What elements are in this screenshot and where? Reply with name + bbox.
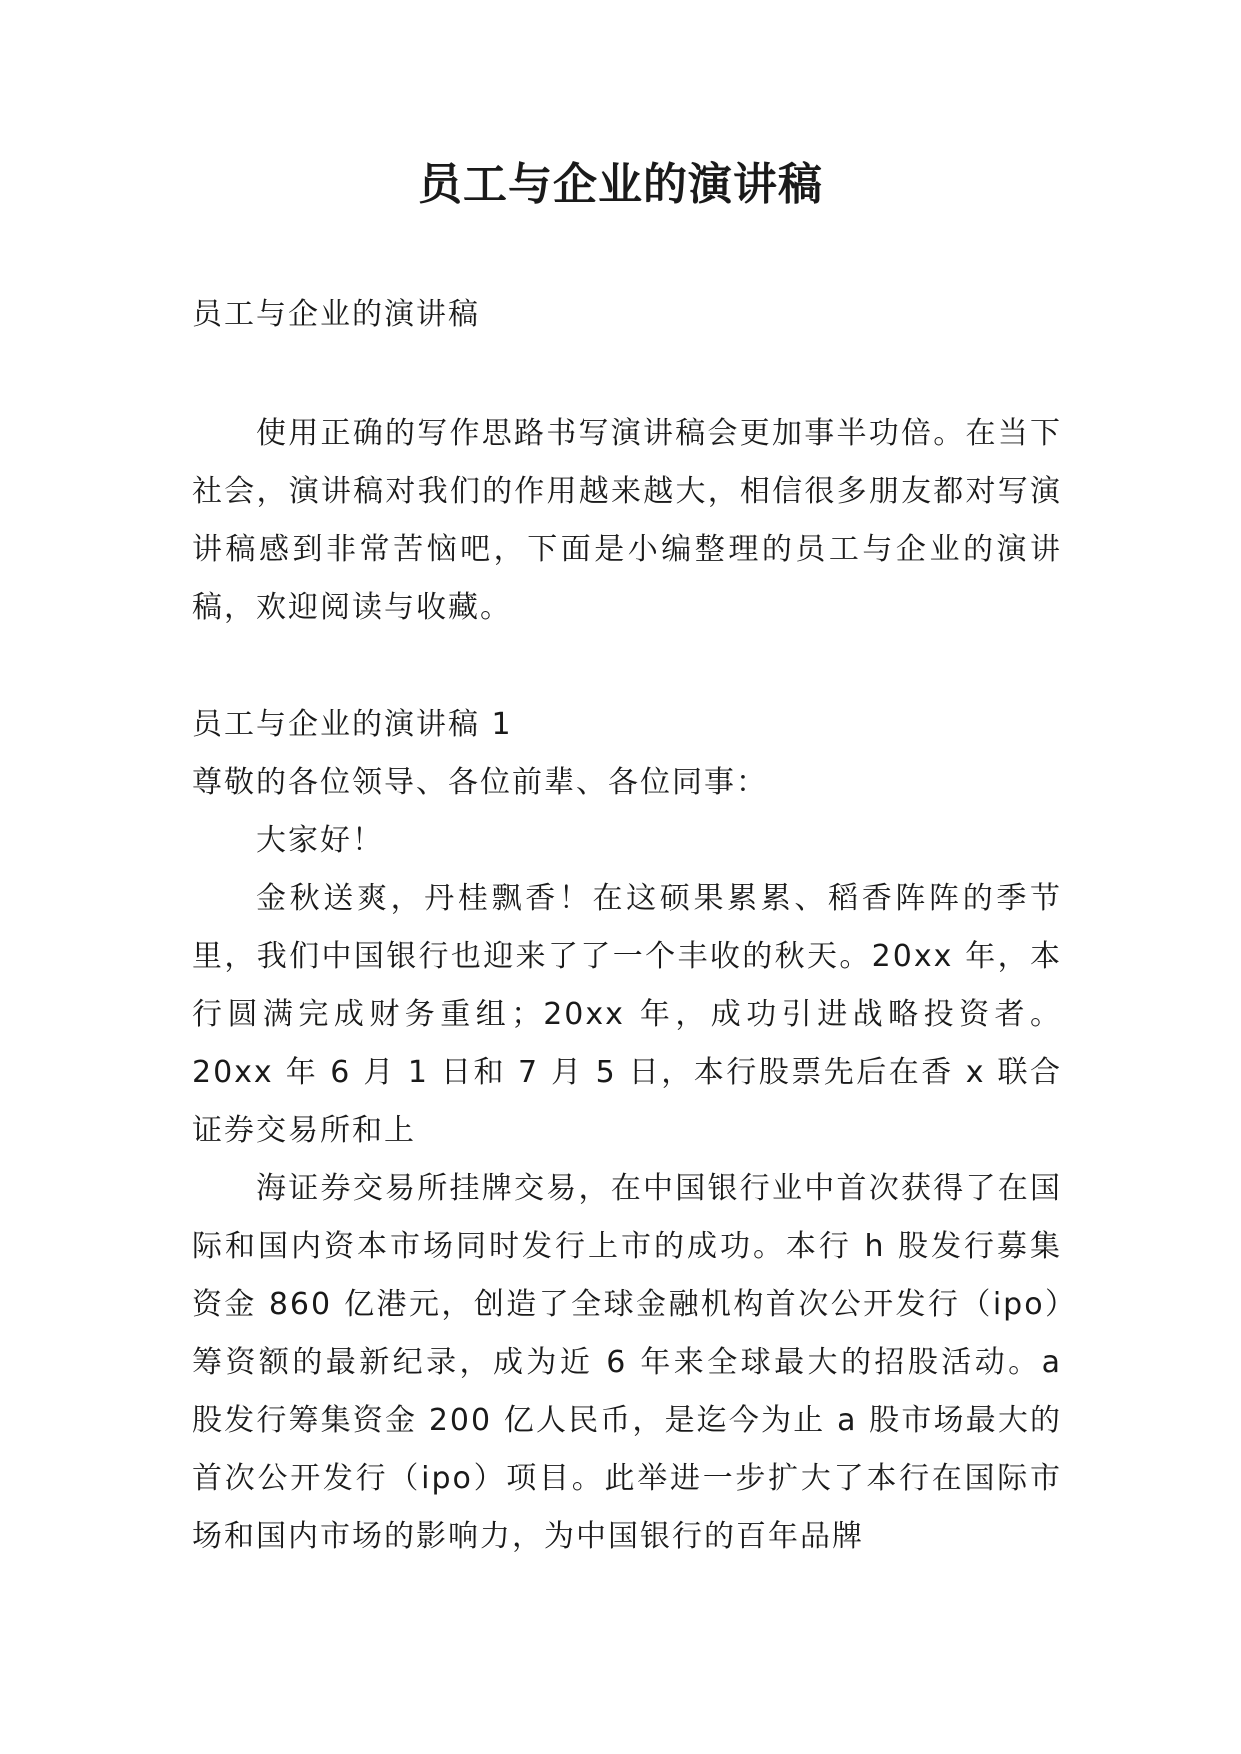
body-paragraph: 海证券交易所挂牌交易，在中国银行业中首次获得了在国际和国内资本市场同时发行上市的成功。本行 h 股发行募集资金 860 亿港元，创造了全球金融机构首次公开发行（ipo）筹资额的最新纪录，成为近 6 年来全球最大的招股活动。a 股发行筹集资金 200 亿人民币，是迄今为止 a 股市场最大的首次公开发行（ipo）项目。此举进一步扩大了本行在国际市场和国内市场的影响力，为中国银行的百年品牌 xyxy=(192,1171,1062,1554)
greeting: 大家好！ xyxy=(256,823,384,858)
document-subtitle: 员工与企业的演讲稿 xyxy=(192,297,480,332)
section-heading: 员工与企业的演讲稿 1 xyxy=(192,707,513,742)
salutation: 尊敬的各位领导、各位前辈、各位同事： xyxy=(192,765,768,800)
document-title: 员工与企业的演讲稿 xyxy=(418,159,823,210)
intro-paragraph: 使用正确的写作思路书写演讲稿会更加事半功倍。在当下社会，演讲稿对我们的作用越来越大，相信很多朋友都对写演讲稿感到非常苦恼吧，下面是小编整理的员工与企业的演讲稿，欢迎阅读与收藏。 xyxy=(192,416,1062,625)
body-paragraph: 金秋送爽，丹桂飘香！在这硕果累累、稻香阵阵的季节里，我们中国银行也迎来了了一个丰收的秋天。20xx 年，本行圆满完成财务重组；20xx 年，成功引进战略投资者。20xx 年 6 月 1 日和 7 月 5 日，本行股票先后在香 x 联合证券交易所和上 xyxy=(192,881,1062,1148)
